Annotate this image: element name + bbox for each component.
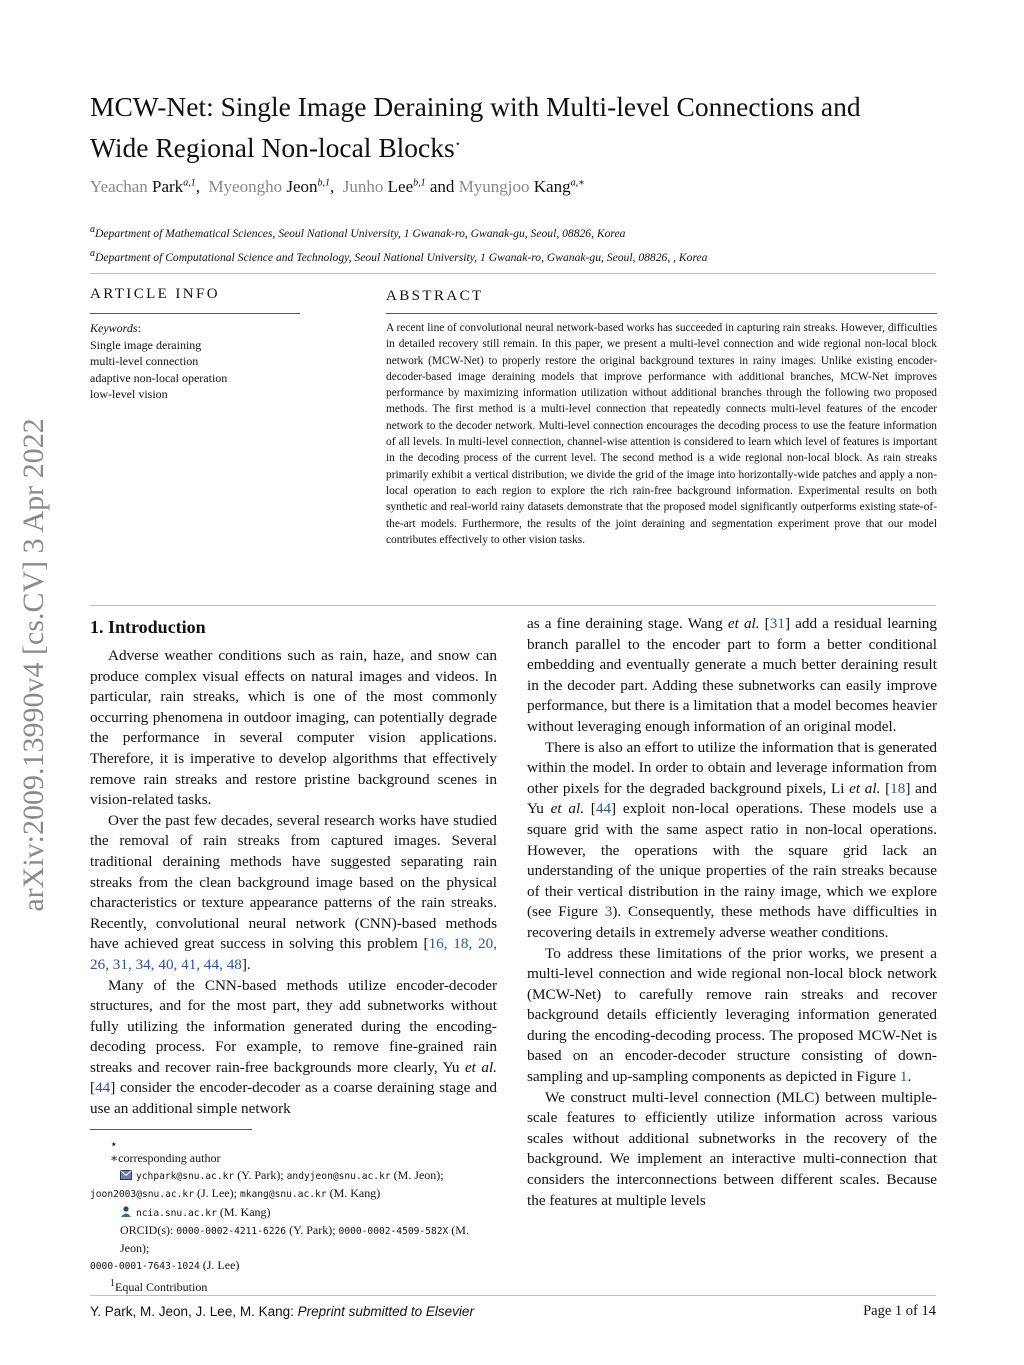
- footnote-orcid-cont: 0000-0001-7643-1024 (J. Lee): [90, 1258, 240, 1273]
- footnotes: [90, 1137, 497, 1297]
- author: Yeachan Park$^{a,1}$: [90, 177, 196, 196]
- orcid-link[interactable]: 0000-0001-7643-1024: [90, 1261, 200, 1273]
- keyword: multi-level connection: [90, 354, 199, 368]
- abstract-heading: ABSTRACT: [386, 288, 484, 304]
- affiliations: [90, 220, 950, 268]
- paragraph: To address these limitations of the prior works, we present a multi-level connection and wide regional non-local block network (MCW-Net) to carefully remove rain streaks and recover background details efficiently leveraging information generated during the encoding-decoding process. The proposed MCW-Net is based on an encoder-decoder structure consisting of down-sampling and up-sampling components as depicted in Figure 1.: [527, 944, 937, 1086]
- footer-rule: [90, 1295, 936, 1296]
- abstract-text: A recent line of convolutional neural network-based works has succeeded in capturing rain streaks. However, difficulties in detailed recovery still remain. In this paper, we present a multi-level connection and wide regional non-local block network (MCW-Net) to properly restore the original background textures in rainy images. Unlike existing encoder-decoder-based image deraining models that improve performance with additional branches, MCW-Net improves performance by maximizing information utilization without additional branches through the following two proposed methods. The first method is a multi-level connection that repeatedly connects multi-level features of the encoder network to the decoder network. Multi-level connection encourages the decoding process to use the feature information of all levels. In multi-level connection, channel-wise attention is considered to learn which level of features is important in the decoding process of the current level. The second method is a wide regional non-local block. As rain streaks primarily exhibit a vertical distribution, we divide the grid of the image into horizontally-wide patches and apply a non-local operation to each region to explore the rich rain-free background information. Experimental results on both synthetic and real-world rainy datasets demonstrate that the proposed model significantly outperforms existing state-of-the-art models. Furthermore, the results of the joint deraining and segmentation experiment prove that our model contributes effectively to other vision tasks.: [386, 322, 937, 546]
- footnote-web: ncia.snu.ac.kr (M. Kang): [90, 1204, 497, 1222]
- footnote-emails-cont: joon2003@snu.ac.kr (J. Lee); mkang@snu.ac.kr (M. Kang): [90, 1186, 381, 1201]
- email-link[interactable]: andyjeon@snu.ac.kr: [286, 1171, 391, 1183]
- citation-link[interactable]: 16, 18, 20, 26, 31, 34, 40, 41, 44, 48: [90, 935, 498, 973]
- affiliation: $^a$Department of Computational Science and Technology, Seoul National University, 1 Gwanak-ro, Gwanak-gu, Seoul, 08826, , Korea: [90, 247, 708, 264]
- section-heading-introduction: 1. Introduction: [90, 617, 206, 637]
- footer-citation: Y. Park, M. Jeon, J. Lee, M. Kang: Preprint submitted to Elsevier: [90, 1304, 474, 1319]
- paragraph: There is also an effort to utilize the information that is generated within the model. In order to obtain and leverage information from other pixels for the degraded background pixels, Li et al. [18] and Yu et al. [44] exploit non-local operations. These models use a square grid with the same aspect ratio in non-local operations. However, the operations with the square grid lack an understanding of the unique properties of the rain streaks because of their vertical distribution in the rainy image, which we explore (see Figure 3). Consequently, these methods have difficulties in recovering details in extremely adverse weather conditions.: [527, 738, 937, 941]
- figure-link[interactable]: 1: [899, 1068, 908, 1086]
- author: Myungjoo Kang$^{a,∗}$: [458, 177, 585, 196]
- paragraph: Many of the CNN-based methods utilize encoder-decoder structures, and for the most part, they add subnetworks without fully utilizing the information generated during the encoding-decoding process. For example, to remove fine-grained rain streaks and recover rain-free backgrounds more clearly, Yu et al. [44] consider the encoder-decoder as a coarse deraining stage and use an additional simple network: [90, 976, 497, 1118]
- figure-link[interactable]: 3: [604, 903, 613, 921]
- divider: [90, 605, 936, 606]
- citation-link[interactable]: 31: [769, 615, 785, 632]
- divider: [386, 313, 937, 314]
- title-star-mark: ⋆: [454, 139, 461, 150]
- paragraph: as a fine deraining stage. Wang et al. [31] add a residual learning branch parallel to the encoder part to form a better conditional embedding and eventually generate a much better deraining result in the decoder part. Adding these subnetworks can easily improve performance, but there is a limitation that a model becomes heavier without leveraging enough information of an original model.: [527, 615, 937, 735]
- footer-venue: Preprint submitted to Elsevier: [297, 1304, 474, 1319]
- keyword: low-level vision: [90, 387, 168, 401]
- author: Myeongho Jeon$^{b,1}$: [208, 177, 331, 196]
- paper-title: [90, 88, 950, 167]
- keywords: Keywords: Single image deraining multi-level connection adaptive non-local operation low-level vision: [90, 320, 290, 403]
- citation-link[interactable]: 44: [595, 800, 612, 818]
- affiliation: $^a$Department of Mathematical Sciences, Seoul National University, 1 Gwanak-ro, Gwanak-gu, Seoul, 08826, Korea: [90, 224, 626, 240]
- title-line-1: MCW-Net: Single Image Deraining with Multi-level Connections and: [90, 91, 861, 122]
- page-number: Page 1 of 14: [863, 1303, 936, 1319]
- footnote-emails: ychpark@snu.ac.kr (Y. Park); andyjeon@snu.ac.kr (M. Jeon);: [90, 1167, 497, 1185]
- left-column: [90, 646, 497, 1120]
- footnote-corresponding: ∗corresponding author: [110, 1151, 221, 1165]
- paragraph: We construct multi-level connection (MLC) between multiple-scale features to efficiently utilize information across various scales without additional subnetworks in the recovery of the background. We implement an interactive multi-connection that considers the interconnections between different scales. Because the features at multiple levels: [527, 1088, 937, 1209]
- user-icon: [120, 1205, 132, 1215]
- divider: [90, 273, 936, 274]
- email-icon: [120, 1168, 132, 1178]
- email-link[interactable]: ychpark@snu.ac.kr: [136, 1171, 235, 1183]
- citation-link[interactable]: 44: [95, 1079, 111, 1097]
- footnote-rule: [90, 1129, 252, 1130]
- footnote-orcid: ORCID(s): 0000-0002-4211-6226 (Y. Park); 0000-0002-4509-582X (M. Jeon);: [120, 1222, 469, 1256]
- keyword: adaptive non-local operation: [90, 370, 228, 385]
- footnote-equal-contribution: $^1$Equal Contribution: [110, 1278, 208, 1295]
- title-line-2: Wide Regional Non-local Blocks⋆: [90, 132, 461, 164]
- email-link[interactable]: joon2003@snu.ac.kr: [90, 1189, 194, 1201]
- orcid-link[interactable]: 0000-0002-4509-582X: [338, 1225, 449, 1237]
- orcid-link[interactable]: 0000-0002-4211-6226: [176, 1225, 287, 1237]
- email-link[interactable]: mkang@snu.ac.kr: [239, 1189, 327, 1201]
- author: Junho Lee$^{b,1}$: [342, 177, 426, 196]
- paragraph: Adverse weather conditions such as rain, haze, and snow can produce complex visual effects on natural images and videos. In particular, rain streaks, which is one of the most commonly occurring phenomena in outdoor imaging, can potentially degrade the performance in several computer vision applications. Therefore, it is imperative to develop algorithms that effectively remove rain streaks and restore pristine background scenes in vision-related tasks.: [90, 647, 497, 809]
- right-column: [527, 614, 937, 1211]
- keyword: Single image deraining: [90, 337, 202, 352]
- paragraph: Over the past few decades, several research works have studied the removal of rain streaks from captured images. Several traditional deraining methods have suggested separating rain streaks from the clean background image based on the physical characteristics or texture appearance patterns of the rain streaks. Recently, convolutional neural network (CNN)-based methods have achieved great success in solving this problem [16, 18, 20, 26, 31, 34, 40, 41, 44, 48].: [90, 811, 498, 973]
- web-link[interactable]: ncia.snu.ac.kr: [136, 1207, 217, 1219]
- author-list: Yeachan Park$^{a,1}$, Myeongho Jeon$^{b,1}$, Junho Lee$^{b,1}$ and Myungjoo Kang$^{a,∗}$: [90, 177, 585, 196]
- arxiv-id: arXiv:2009.13990v4 [cs.CV] 3 Apr 2022: [17, 418, 50, 912]
- divider: [90, 313, 300, 314]
- keywords-label: Keywords: [90, 321, 138, 335]
- article-info-heading: ARTICLE INFO: [90, 286, 220, 302]
- footnote-star: ⋆: [110, 1137, 118, 1151]
- arxiv-sidebar: [4, 360, 64, 970]
- citation-link[interactable]: 18: [890, 779, 906, 797]
